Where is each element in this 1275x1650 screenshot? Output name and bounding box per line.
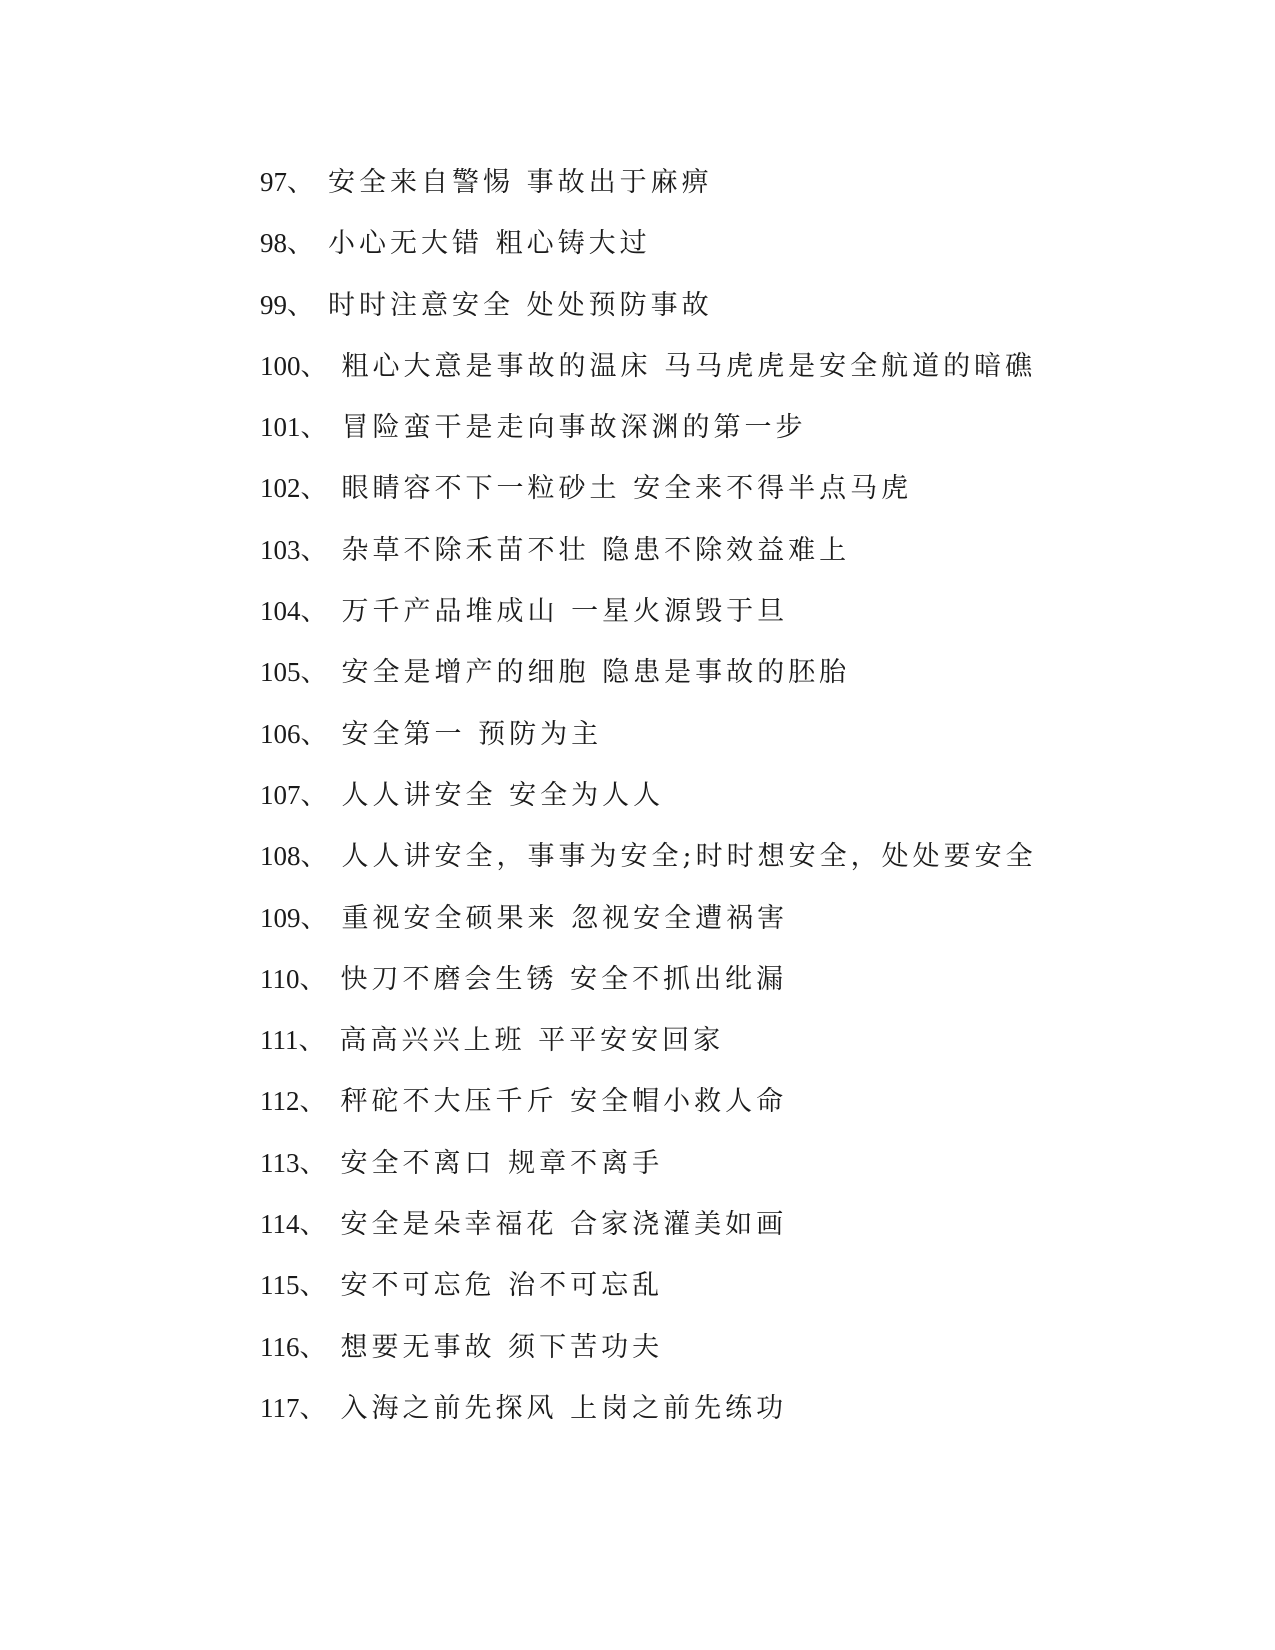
item-separator: 、 xyxy=(300,657,328,689)
item-text: 小心无大错 粗心铸大过 xyxy=(328,228,651,260)
item-separator: 、 xyxy=(300,718,328,750)
item-text: 万千产品堆成山 一星火源毁于旦 xyxy=(341,596,789,628)
list-item xyxy=(260,469,1037,530)
item-separator: 、 xyxy=(300,534,328,566)
list-item xyxy=(260,224,1037,285)
item-number: 109 xyxy=(260,902,301,933)
item-number: 114 xyxy=(260,1209,300,1240)
item-number: 104 xyxy=(260,596,301,627)
item-number: 116 xyxy=(260,1331,300,1362)
item-text: 快刀不磨会生锈 安全不抓出纰漏 xyxy=(340,963,788,995)
item-separator: 、 xyxy=(300,779,328,811)
item-separator: 、 xyxy=(299,1086,327,1118)
list-item xyxy=(260,1266,1037,1327)
list-item xyxy=(260,531,1037,592)
list-item xyxy=(260,776,1037,837)
item-separator: 、 xyxy=(299,963,327,995)
item-separator: 、 xyxy=(298,1025,326,1057)
item-number: 113 xyxy=(260,1147,300,1178)
item-text: 人人讲安全 安全为人人 xyxy=(341,779,665,811)
list-item xyxy=(260,653,1037,714)
item-number: 110 xyxy=(260,963,300,994)
item-number: 108 xyxy=(260,841,301,872)
slogan-list xyxy=(260,163,1037,1450)
item-number: 107 xyxy=(260,779,301,810)
list-item xyxy=(260,837,1037,898)
item-separator: 、 xyxy=(287,167,314,198)
item-text: 入海之前先探风 上岗之前先练功 xyxy=(340,1392,788,1424)
item-separator: 、 xyxy=(299,1270,327,1302)
list-item xyxy=(260,347,1037,408)
item-number: 101 xyxy=(260,412,301,443)
list-item xyxy=(260,1144,1037,1205)
item-number: 99 xyxy=(260,289,287,320)
item-number: 97 xyxy=(260,167,287,197)
item-number: 98 xyxy=(260,228,287,259)
item-separator: 、 xyxy=(300,473,328,505)
item-text: 眼睛容不下一粒砂土 安全来不得半点马虎 xyxy=(341,473,913,505)
item-separator: 、 xyxy=(300,841,328,873)
item-separator: 、 xyxy=(299,1147,327,1179)
item-text: 安全是增产的细胞 隐患是事故的胚胎 xyxy=(341,657,851,689)
item-separator: 、 xyxy=(300,596,328,628)
list-item xyxy=(260,1082,1037,1143)
item-separator: 、 xyxy=(299,1209,327,1241)
list-item xyxy=(260,715,1037,776)
list-item xyxy=(260,163,1037,224)
item-text: 人人讲安全，事事为安全;时时想安全，处处要安全 xyxy=(341,841,1037,873)
list-item xyxy=(260,408,1037,469)
list-item xyxy=(260,592,1037,653)
item-separator: 、 xyxy=(299,1392,327,1424)
item-text: 冒险蛮干是走向事故深渊的第一步 xyxy=(341,412,807,444)
item-separator: 、 xyxy=(299,1331,327,1363)
item-separator: 、 xyxy=(300,412,328,444)
item-separator: 、 xyxy=(287,228,314,260)
item-separator: 、 xyxy=(300,902,328,934)
item-number: 102 xyxy=(260,473,301,504)
item-separator: 、 xyxy=(300,350,328,382)
item-text: 时时注意安全 处处预防事故 xyxy=(328,289,713,321)
item-text: 秤砣不大压千斤 安全帽小救人命 xyxy=(340,1086,788,1118)
item-text: 粗心大意是事故的温床 马马虎虎是安全航道的暗礁 xyxy=(341,350,1037,382)
list-item xyxy=(260,1021,1037,1082)
list-item xyxy=(260,899,1037,960)
item-number: 105 xyxy=(260,657,301,688)
item-text: 安全第一 预防为主 xyxy=(341,718,603,750)
item-number: 106 xyxy=(260,718,301,749)
item-text: 高高兴兴上班 平平安安回家 xyxy=(339,1025,725,1057)
item-number: 100 xyxy=(260,350,301,381)
item-text: 重视安全硕果来 忽视安全遭祸害 xyxy=(341,902,789,934)
item-number: 112 xyxy=(260,1086,300,1117)
item-number: 117 xyxy=(260,1392,300,1423)
list-item xyxy=(260,1328,1037,1389)
list-item xyxy=(260,1205,1037,1266)
item-text: 安全不离口 规章不离手 xyxy=(340,1147,664,1179)
item-number: 111 xyxy=(260,1025,299,1056)
item-text: 杂草不除禾苗不壮 隐患不除效益难上 xyxy=(341,534,851,566)
item-text: 安全来自警惕 事故出于麻痹 xyxy=(328,167,713,198)
item-text: 想要无事故 须下苦功夫 xyxy=(340,1331,664,1363)
item-text: 安全是朵幸福花 合家浇灌美如画 xyxy=(340,1209,788,1241)
list-item xyxy=(260,960,1037,1021)
item-number: 103 xyxy=(260,534,301,565)
item-separator: 、 xyxy=(287,289,314,321)
item-text: 安不可忘危 治不可忘乱 xyxy=(340,1270,664,1302)
list-item xyxy=(260,286,1037,347)
item-number: 115 xyxy=(260,1270,300,1301)
list-item xyxy=(260,1389,1037,1450)
